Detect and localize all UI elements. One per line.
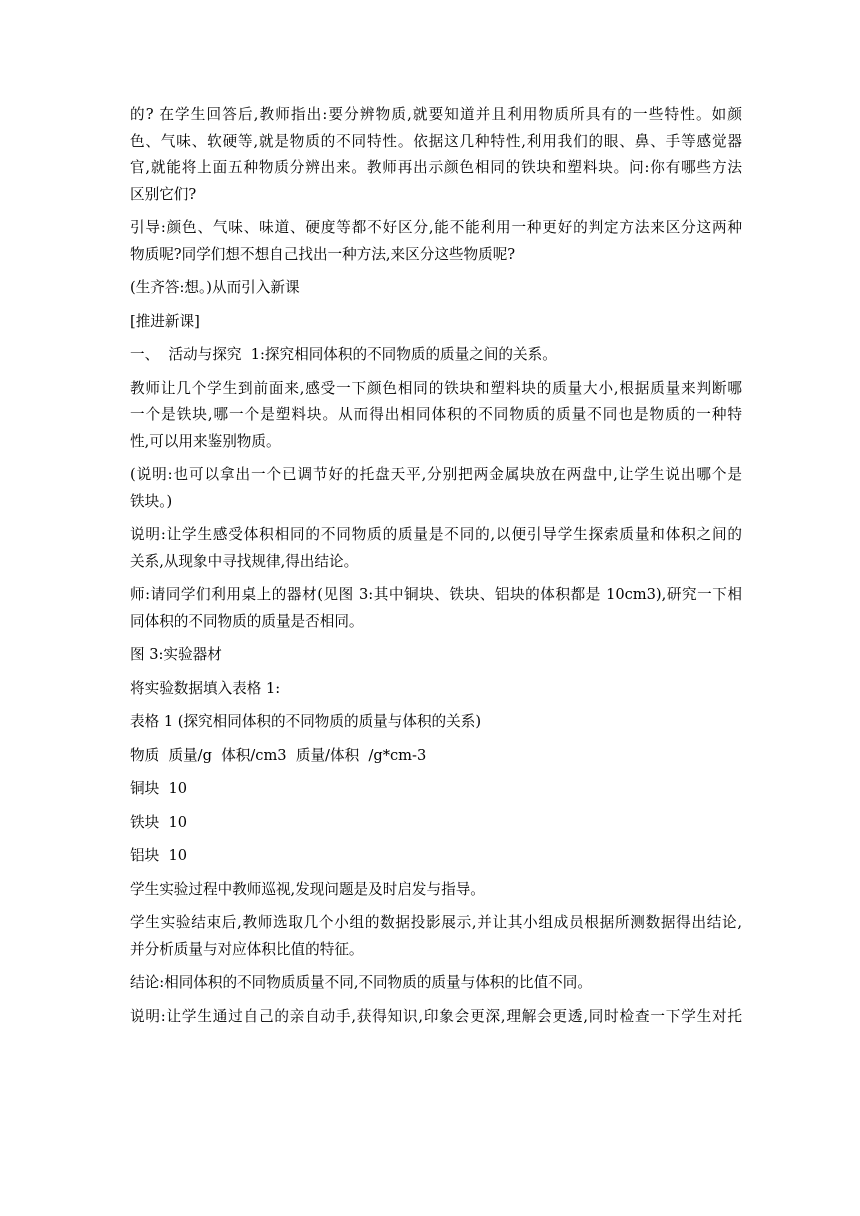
- text-line: 师:请同学们利用桌上的器材(见图 3:其中铜块、铁块、铝块的体积都是 10cm3),研究一下相: [130, 586, 742, 603]
- text-line: 同体积的不同物质的质量是否相同。: [130, 612, 364, 630]
- activity-heading: [130, 342, 742, 369]
- figure-caption: [130, 642, 742, 669]
- table-header-row: [130, 743, 742, 770]
- text-line: 说明:让学生感受体积相同的不同物质的质量是不同的,以便引导学生探索质量和体积之间的: [130, 526, 742, 543]
- document-body: [130, 102, 742, 1037]
- text-line: 物质呢?同学们想不想自己找出一种方法,来区分这些物质呢?: [130, 245, 516, 263]
- text-line: 图 3:实验器材: [130, 646, 222, 663]
- text-line: 铁块 10: [130, 813, 188, 831]
- paragraph: [130, 102, 742, 208]
- text-line: [推进新课]: [130, 312, 200, 330]
- text-line: 学生实验结束后,教师选取几个小组的数据投影展示,并让其小组成员根据所测数据得出结论,: [130, 914, 742, 931]
- text-line: 区别它们?: [130, 185, 197, 203]
- text-line: 的? 在学生回答后,教师指出:要分辨物质,就要知道并且利用物质所具有的一些特性。如颜: [130, 106, 742, 123]
- table-row: [130, 776, 742, 803]
- paragraph: [130, 376, 742, 456]
- paragraph: [130, 877, 742, 904]
- text-line: 色、气味、软硬等,就是物质的不同特性。依据这几种特性,利用我们的眼、鼻、手等感觉器: [130, 132, 742, 150]
- text-line: 说明:让学生通过自己的亲自动手,获得知识,印象会更深,理解会更透,同时检查一下学生对托: [130, 1007, 742, 1025]
- table-row: [130, 843, 742, 870]
- text-line: 物质 质量/g 体积/cm3 质量/体积 /g*cm-3: [130, 746, 427, 764]
- text-line: 并分析质量与对应体积比值的特征。: [130, 940, 364, 958]
- table-row: [130, 810, 742, 837]
- paragraph: [130, 275, 742, 302]
- paragraph: [130, 1004, 742, 1031]
- text-line: 铝块 10: [130, 847, 188, 864]
- text-line: 铜块 10: [130, 780, 188, 797]
- paragraph: [130, 910, 742, 963]
- text-line: 学生实验过程中教师巡视,发现问题是及时启发与指导。: [130, 880, 485, 898]
- text-line: (说明:也可以拿出一个已调节好的托盘天平,分别把两金属块放在两盘中,让学生说出哪个是: [130, 466, 742, 483]
- text-line: 引导:颜色、气味、味道、硬度等都不好区分,能不能利用一种更好的判定方法来区分这两种: [130, 219, 742, 236]
- text-line: 性,可以用来鉴别物质。: [130, 432, 281, 450]
- text-line: 关系,从现象中寻找规律,得出结论。: [130, 552, 359, 570]
- table-caption: [130, 709, 742, 736]
- text-line: 表格 1 (探究相同体积的不同物质的质量与体积的关系): [130, 713, 482, 730]
- text-line: 一、 活动与探究 1:探究相同体积的不同物质的质量之间的关系。: [130, 346, 557, 363]
- text-line: 结论:相同体积的不同物质质量不同,不同物质的质量与体积的比值不同。: [130, 974, 592, 991]
- text-line: 教师让几个学生到前面来,感受一下颜色相同的铁块和塑料块的质量大小,根据质量来判断哪: [130, 379, 742, 397]
- text-line: (生齐答:想。)从而引入新课: [130, 279, 300, 296]
- section-heading: [130, 309, 742, 336]
- paragraph: [130, 522, 742, 575]
- paragraph: [130, 676, 742, 703]
- paragraph: [130, 582, 742, 635]
- paragraph: [130, 462, 742, 515]
- text-line: 将实验数据填入表格 1:: [130, 679, 281, 697]
- text-line: 官,就能将上面五种物质分辨出来。教师再出示颜色相同的铁块和塑料块。问:你有哪些方法: [130, 159, 742, 176]
- text-line: 铁块。): [130, 492, 173, 510]
- paragraph: [130, 215, 742, 268]
- text-line: 一个是铁块,哪一个是塑料块。从而得出相同体积的不同物质的质量不同也是物质的一种特: [130, 406, 742, 423]
- conclusion-paragraph: [130, 970, 742, 997]
